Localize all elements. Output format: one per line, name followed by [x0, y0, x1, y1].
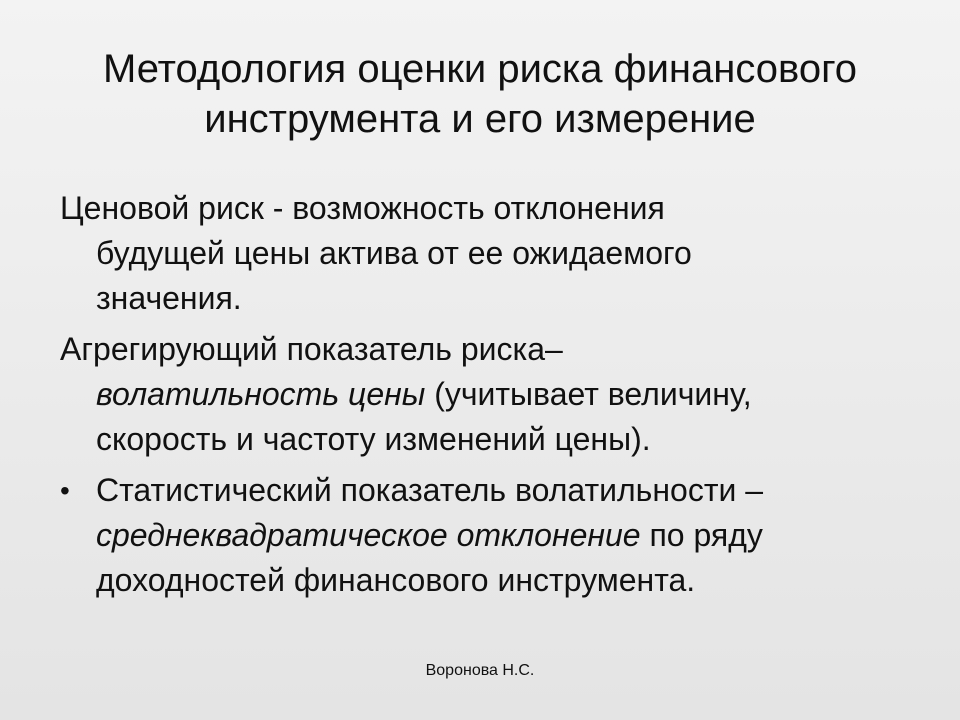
slide-body	[60, 186, 910, 609]
text-line: будущей цены актива от ее ожидаемого	[96, 235, 692, 271]
slide-title	[60, 44, 900, 144]
text-line: Статистический показатель волатильности –	[96, 472, 764, 508]
text-line: значения.	[96, 280, 242, 316]
text-line: скорость и частоту изменений цены).	[96, 421, 651, 457]
price-risk-paragraph	[60, 186, 910, 321]
text-fragment: по ряду	[640, 517, 763, 553]
text-line: Агрегирующий показатель риска–	[60, 331, 563, 367]
bullet-icon: •	[60, 475, 70, 506]
text-line	[60, 513, 910, 558]
text-line: Ценовой риск - возможность отклонения	[60, 190, 665, 226]
aggregate-indicator-paragraph	[60, 327, 910, 462]
text-fragment: (учитывает величину,	[425, 376, 752, 412]
bullet-item-statistical-indicator	[60, 468, 910, 603]
text-line	[60, 372, 910, 417]
slide-title-line: Методология оценки риска финансового	[102, 47, 858, 91]
slide-title-line: инструмента и его измерение	[204, 97, 756, 141]
italic-term: волатильность цены	[96, 376, 426, 412]
italic-term: среднеквадратическое отклонение	[96, 517, 641, 553]
footer-author: Воронова Н.С.	[425, 662, 535, 679]
text-line: доходностей финансового инструмента.	[96, 562, 696, 598]
